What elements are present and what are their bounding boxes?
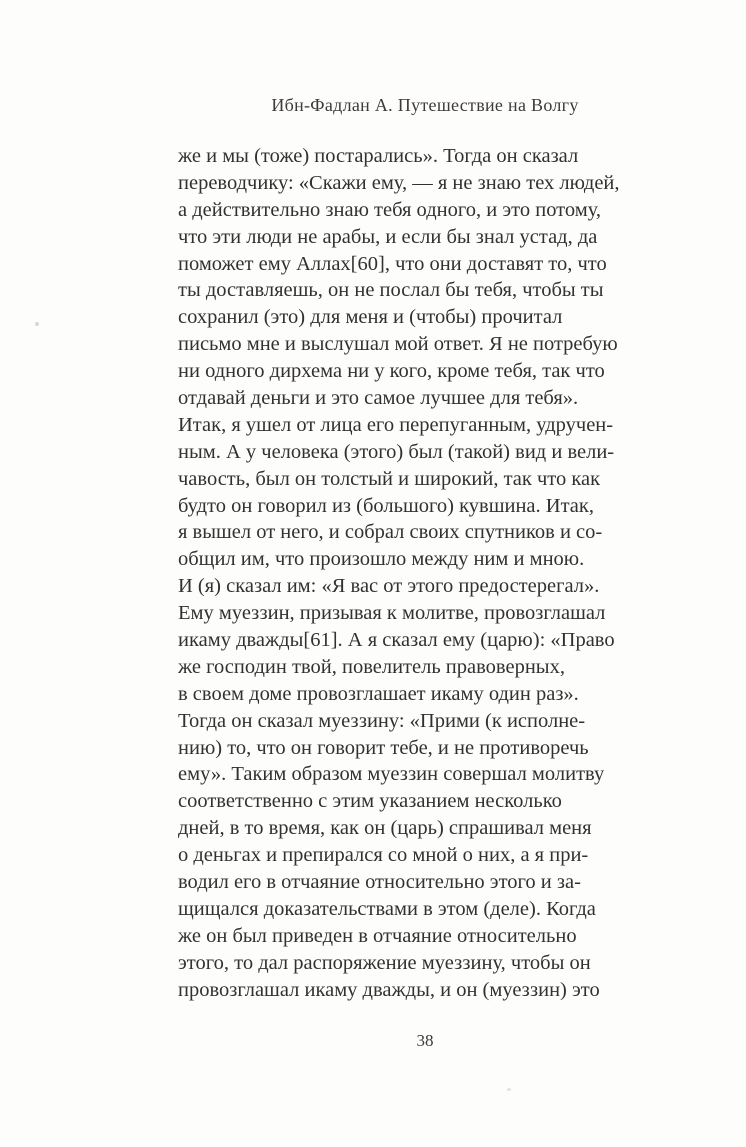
scan-speck: [507, 1088, 511, 1091]
text-line: же господин твой, повелитель правоверных,: [178, 655, 565, 678]
text-line: ты доставляешь, он не послал бы тебя, чтобы ты: [178, 279, 604, 302]
text-line: же и мы (тоже) постарались». Тогда он сказал: [178, 145, 579, 167]
text-line: переводчику: «Скажи ему, — я не знаю тех людей,: [178, 171, 620, 194]
text-line: ни одного дирхема ни у кого, кроме тебя, так что: [178, 360, 605, 383]
scan-speck: [35, 322, 39, 326]
page-number: 38: [416, 1031, 434, 1050]
text-line: в своем доме провозглашает икаму один раз».: [178, 682, 579, 705]
text-line: икаму дважды[61]. А я сказал ему (царю): «Право: [178, 629, 615, 652]
running-head: Ибн-Фадлан А. Путешествие на Волгу: [271, 95, 579, 115]
text-line: соответственно с этим указанием несколько: [178, 790, 562, 813]
text-line: будто он говорил из (большого) кувшина. Итак,: [178, 494, 594, 517]
text-line: я вышел от него, и собрал своих спутников и со-: [178, 521, 603, 544]
text-line: что эти люди не арабы, и если бы знал устад, да: [178, 225, 598, 248]
text-line: Ему муеззин, призывая к молитве, провозглашал: [178, 602, 606, 625]
text-line: чавость, был он толстый и широкий, так что как: [178, 467, 601, 490]
text-line: нию) то, что он говорит тебе, и не противоречь: [178, 736, 589, 759]
text-line: же он был приведен в отчаяние относительно: [178, 924, 577, 947]
body-text: [178, 143, 672, 1004]
text-line: о деньгах и препирался со мной о них, а я при-: [178, 844, 589, 867]
text-line: ным. А у человека (этого) был (такой) вид и вели-: [178, 440, 615, 463]
text-line: водил его в отчаяние относительно этого и за-: [178, 871, 581, 894]
text-line: Итак, я ушел от лица его перепуганным, удручен-: [178, 413, 614, 436]
text-line: общил им, что произошло между ним и мною.: [178, 548, 585, 571]
text-line: отдавай деньги и это самое лучшее для тебя».: [178, 387, 579, 410]
text-line: ему». Таким образом муеззин совершал молитву: [178, 763, 605, 786]
text-line: провозглашал икаму дважды, и он (муеззин) это: [178, 978, 600, 1001]
text-line: щищался доказательствами в этом (деле). Когда: [178, 897, 596, 920]
text-line: Тогда он сказал муеззину: «Прими (к исполне-: [178, 709, 586, 732]
text-line: дней, в то время, как он (царь) спрашивал меня: [178, 817, 592, 840]
text-line: письмо мне и выслушал мой ответ. Я не потребую: [178, 333, 618, 356]
text-line: а действительно знаю тебя одного, и это потому,: [178, 198, 602, 221]
text-line: поможет ему Аллах[60], что они доставят то, что: [178, 252, 607, 275]
text-line: этого, то дал распоряжение муеззину, чтобы он: [178, 951, 591, 974]
text-line: сохранил (это) для меня и (чтобы) прочитал: [178, 306, 563, 329]
text-line: И (я) сказал им: «Я вас от этого предостерегал».: [178, 575, 600, 598]
